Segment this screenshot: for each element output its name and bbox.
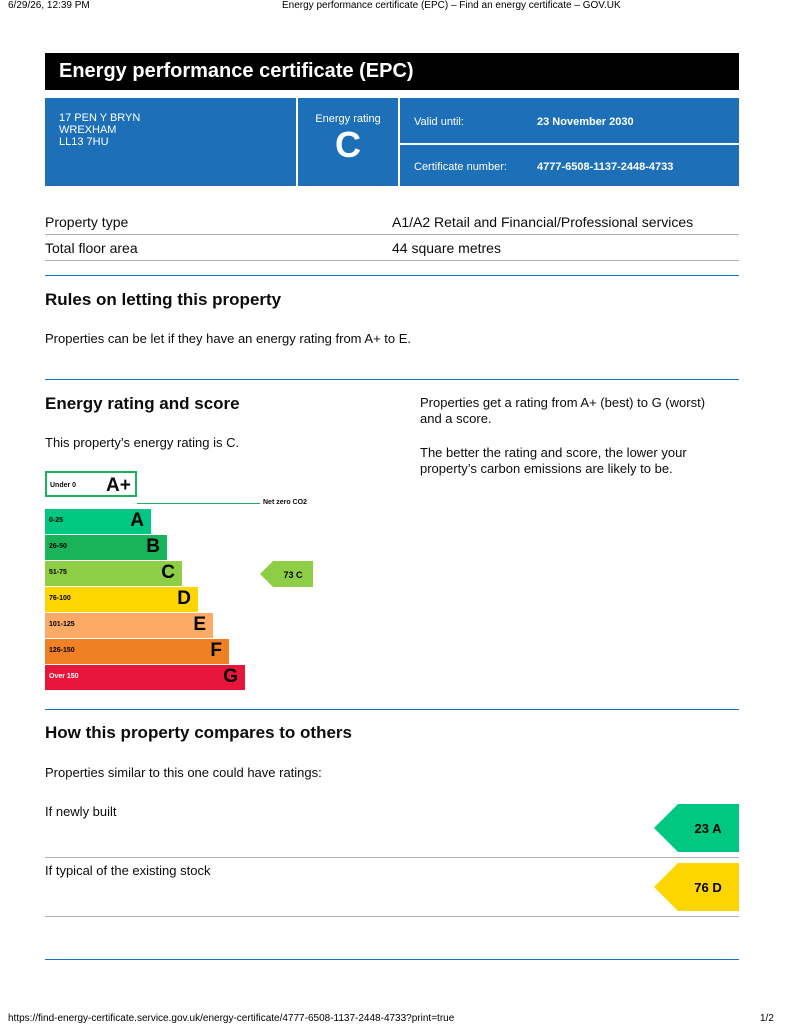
page-title: Energy performance certificate (EPC) — [45, 53, 739, 90]
section-divider — [45, 959, 739, 960]
section-divider — [45, 379, 739, 380]
band-letter: A+ — [106, 475, 131, 496]
certificate-number-box — [400, 145, 739, 186]
band-range: Under 0 — [50, 482, 77, 489]
compare-row-new — [45, 800, 739, 858]
print-url: https://find-energy-certificate.service.gov.uk/energy-certificate/4777-6508-1137-2448-4733?print=true — [8, 1013, 455, 1024]
score-heading: Energy rating and score — [45, 394, 240, 413]
net-zero-line — [137, 503, 260, 504]
address-line1: 17 PEN Y BRYN — [59, 112, 141, 124]
certificate-number-value: 4777-6508-1137-2448-4733 — [537, 161, 674, 173]
band-g — [45, 665, 245, 690]
band-a — [45, 509, 151, 534]
band-f — [45, 639, 229, 664]
band-range: Over 150 — [49, 673, 79, 680]
band-letter: C — [161, 562, 175, 583]
band-letter: D — [177, 588, 191, 609]
band-aplus — [45, 471, 137, 497]
compare-label: If newly built — [45, 804, 117, 819]
address-line2: WREXHAM — [59, 124, 117, 136]
print-page-number: 1/2 — [760, 1013, 774, 1024]
band-range: 0-25 — [49, 517, 64, 524]
band-range: 26-50 — [49, 543, 67, 550]
compare-arrow-new — [654, 804, 739, 852]
current-rating-text: This property’s energy rating is C. — [45, 435, 240, 450]
valid-until-box — [400, 98, 739, 143]
certificate-number-label: Certificate number: — [414, 161, 507, 173]
property-type-value: A1/A2 Retail and Financial/Professional services — [392, 214, 694, 230]
carbon-explainer: The better the rating and score, the lower your property’s carbon emissions are likely to be. — [420, 445, 687, 476]
net-zero-label: Net zero CO2 — [263, 499, 307, 506]
band-letter: A — [130, 510, 144, 531]
current-rating-marker: 73 C — [283, 570, 303, 580]
band-letter: G — [223, 666, 238, 687]
property-type-label: Property type — [45, 214, 129, 230]
rating-explainer: Properties get a rating from A+ (best) to G (worst) and a score. — [420, 395, 706, 426]
floor-area-value: 44 square metres — [392, 240, 501, 256]
compare-marker: 23 A — [694, 821, 722, 836]
valid-until-label: Valid until: — [414, 116, 464, 128]
valid-until-value: 23 November 2030 — [537, 116, 634, 128]
address-box — [45, 98, 296, 186]
print-datetime: 6/29/26, 12:39 PM — [8, 0, 90, 11]
address-postcode: LL13 7HU — [59, 136, 109, 148]
print-page-title: Energy performance certificate (EPC) – Find an energy certificate – GOV.UK — [282, 0, 621, 11]
band-range: 101-125 — [49, 621, 75, 628]
band-letter: E — [193, 614, 206, 635]
compare-heading: How this property compares to others — [45, 723, 352, 742]
section-divider — [45, 275, 739, 276]
floor-area-label: Total floor area — [45, 240, 138, 256]
compare-arrow-existing — [654, 863, 739, 911]
section-divider — [45, 709, 739, 710]
floor-area-row — [45, 236, 739, 261]
compare-marker: 76 D — [694, 880, 722, 895]
current-rating-arrow — [260, 561, 313, 587]
band-d — [45, 587, 198, 612]
band-range: 51-75 — [49, 569, 67, 576]
band-letter: B — [146, 536, 160, 557]
band-c — [45, 561, 182, 586]
band-b — [45, 535, 167, 560]
property-type-row — [45, 210, 739, 235]
rules-heading: Rules on letting this property — [45, 290, 282, 309]
band-e — [45, 613, 213, 638]
band-range: 76-100 — [49, 595, 71, 602]
compare-intro: Properties similar to this one could have ratings: — [45, 765, 322, 780]
energy-rating-label: Energy rating — [315, 113, 381, 125]
rules-text: Properties can be let if they have an energy rating from A+ to E. — [45, 331, 412, 346]
band-letter: F — [210, 640, 222, 661]
compare-label: If typical of the existing stock — [45, 863, 211, 878]
energy-rating-letter: C — [335, 124, 361, 165]
energy-rating-box — [298, 98, 398, 186]
compare-row-existing — [45, 858, 739, 917]
band-range: 126-150 — [49, 647, 75, 654]
